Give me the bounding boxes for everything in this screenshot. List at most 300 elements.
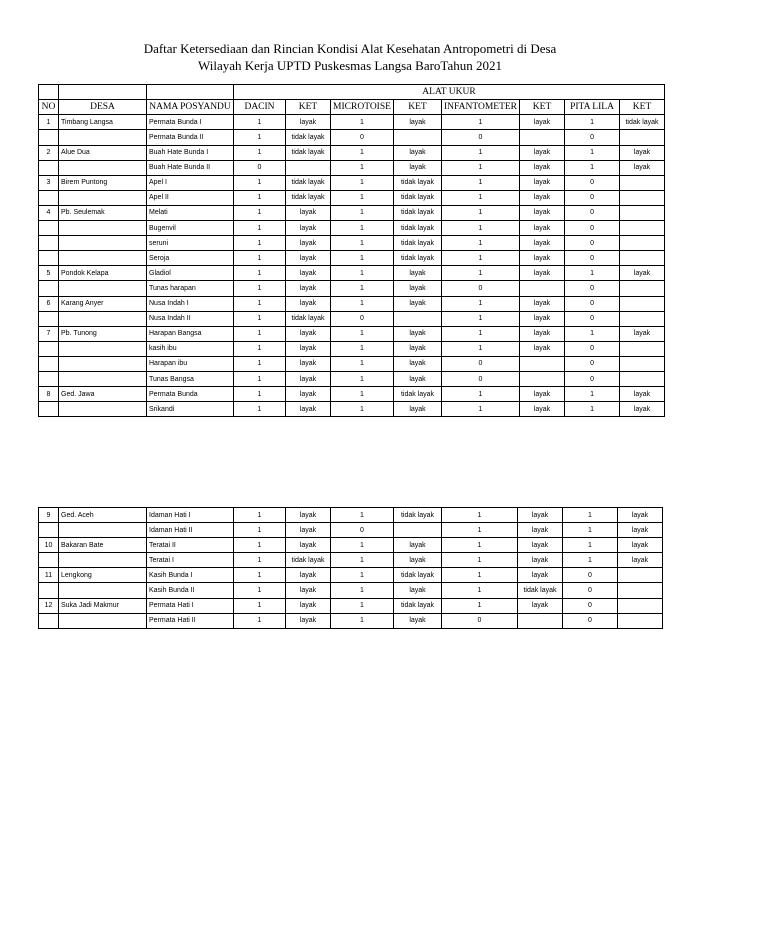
dacin-cell: 1 — [234, 583, 286, 598]
posyandu-cell: Harapan ibu — [147, 356, 234, 371]
microtoise-cell: 1 — [331, 326, 394, 341]
ket-cell: layak — [394, 341, 442, 356]
ket-cell: tidak layak — [394, 598, 442, 613]
desa-cell — [59, 221, 147, 236]
ket-cell — [620, 205, 665, 220]
infantometer-cell: 1 — [442, 311, 520, 326]
table-body-part2 — [39, 508, 663, 629]
ket-cell: tidak layak — [286, 130, 331, 145]
dacin-cell: 1 — [234, 326, 286, 341]
microtoise-cell: 1 — [331, 281, 394, 296]
no-cell — [39, 371, 59, 386]
microtoise-cell: 1 — [331, 508, 394, 523]
no-cell — [39, 583, 59, 598]
desa-cell: Ged. Aceh — [59, 508, 147, 523]
desa-cell — [59, 130, 147, 145]
infantometer-cell: 1 — [442, 402, 520, 417]
ket-cell: layak — [286, 281, 331, 296]
desa-cell — [59, 160, 147, 175]
ket-cell: layak — [286, 356, 331, 371]
desa-cell: Ged. Jawa — [59, 387, 147, 402]
ket-cell: layak — [394, 160, 442, 175]
desa-cell — [59, 402, 147, 417]
dacin-cell: 1 — [234, 130, 286, 145]
ket-cell — [620, 175, 665, 190]
ket-cell: layak — [286, 387, 331, 402]
header-ket: KET — [286, 100, 331, 115]
ket-cell — [520, 356, 565, 371]
table-row — [39, 538, 663, 553]
no-cell — [39, 402, 59, 417]
ket-cell: tidak layak — [286, 190, 331, 205]
pita-lila-cell: 0 — [565, 175, 620, 190]
desa-cell: Pb. Tunong — [59, 326, 147, 341]
pita-lila-cell: 0 — [565, 190, 620, 205]
ket-cell — [620, 341, 665, 356]
no-cell: 2 — [39, 145, 59, 160]
posyandu-cell: Nusa Indah II — [147, 311, 234, 326]
ket-cell: tidak layak — [620, 115, 665, 130]
ket-cell: layak — [286, 538, 331, 553]
desa-cell: Birem Puntong — [59, 175, 147, 190]
ket-cell: layak — [520, 115, 565, 130]
microtoise-cell: 1 — [331, 387, 394, 402]
infantometer-cell: 1 — [442, 115, 520, 130]
infantometer-cell: 1 — [442, 160, 520, 175]
ket-cell: tidak layak — [286, 175, 331, 190]
ket-cell — [620, 221, 665, 236]
microtoise-cell: 1 — [331, 160, 394, 175]
no-cell: 6 — [39, 296, 59, 311]
table-row — [39, 115, 665, 130]
ket-cell: tidak layak — [394, 508, 442, 523]
no-cell — [39, 221, 59, 236]
ket-cell: layak — [520, 296, 565, 311]
desa-cell — [59, 583, 147, 598]
infantometer-cell: 1 — [442, 508, 518, 523]
ket-cell: tidak layak — [394, 175, 442, 190]
dacin-cell: 1 — [234, 251, 286, 266]
microtoise-cell: 1 — [331, 613, 394, 628]
ket-cell — [620, 281, 665, 296]
ket-cell — [620, 371, 665, 386]
pita-lila-cell: 0 — [563, 568, 618, 583]
infantometer-cell: 0 — [442, 281, 520, 296]
microtoise-cell: 1 — [331, 356, 394, 371]
table-row — [39, 568, 663, 583]
infantometer-cell: 1 — [442, 326, 520, 341]
posyandu-cell: Teratai I — [147, 553, 234, 568]
ket-cell: layak — [520, 341, 565, 356]
pita-lila-cell: 0 — [565, 251, 620, 266]
infantometer-cell: 1 — [442, 205, 520, 220]
ket-cell: layak — [286, 326, 331, 341]
microtoise-cell: 1 — [331, 251, 394, 266]
no-cell — [39, 281, 59, 296]
microtoise-cell: 1 — [331, 190, 394, 205]
table-row — [39, 266, 665, 281]
ket-cell: layak — [518, 598, 563, 613]
ket-cell: tidak layak — [394, 568, 442, 583]
microtoise-cell: 1 — [331, 221, 394, 236]
table-row — [39, 236, 665, 251]
ket-cell — [520, 130, 565, 145]
pita-lila-cell: 1 — [563, 538, 618, 553]
desa-cell — [59, 251, 147, 266]
ket-cell: layak — [394, 402, 442, 417]
desa-cell — [59, 311, 147, 326]
ket-cell: layak — [520, 326, 565, 341]
ket-cell: layak — [394, 371, 442, 386]
desa-cell: Timbang Langsa — [59, 115, 147, 130]
posyandu-cell: Buah Hate Bunda I — [147, 145, 234, 160]
ket-cell — [620, 130, 665, 145]
desa-cell: Pb. Seulemak — [59, 205, 147, 220]
desa-cell — [59, 553, 147, 568]
dacin-cell: 1 — [234, 553, 286, 568]
ket-cell — [518, 613, 563, 628]
no-cell — [39, 190, 59, 205]
ket-cell: layak — [394, 538, 442, 553]
ket-cell: layak — [394, 145, 442, 160]
header-blank — [59, 85, 147, 100]
dacin-cell: 1 — [234, 356, 286, 371]
ket-cell — [618, 583, 663, 598]
ket-cell: layak — [520, 402, 565, 417]
table-row — [39, 371, 665, 386]
microtoise-cell: 0 — [331, 523, 394, 538]
ket-cell: tidak layak — [394, 236, 442, 251]
header-infantometer: INFANTOMETER — [442, 100, 520, 115]
ket-cell: tidak layak — [394, 205, 442, 220]
ket-cell — [618, 598, 663, 613]
ket-cell — [394, 523, 442, 538]
pita-lila-cell: 1 — [565, 115, 620, 130]
no-cell: 4 — [39, 205, 59, 220]
pita-lila-cell: 1 — [565, 160, 620, 175]
ket-cell — [520, 281, 565, 296]
no-cell: 12 — [39, 598, 59, 613]
ket-cell: layak — [520, 311, 565, 326]
ket-cell — [520, 371, 565, 386]
ket-cell: layak — [620, 145, 665, 160]
microtoise-cell: 1 — [331, 402, 394, 417]
dacin-cell: 1 — [234, 221, 286, 236]
no-cell: 3 — [39, 175, 59, 190]
posyandu-cell: Tunas Bangsa — [147, 371, 234, 386]
ket-cell — [618, 568, 663, 583]
ket-cell: layak — [620, 387, 665, 402]
table-row — [39, 598, 663, 613]
ket-cell: layak — [618, 553, 663, 568]
ket-cell: layak — [520, 190, 565, 205]
desa-cell — [59, 523, 147, 538]
pita-lila-cell: 1 — [565, 326, 620, 341]
header-ket: KET — [520, 100, 565, 115]
header-alat-ukur: ALAT UKUR — [234, 85, 665, 100]
ket-cell: layak — [520, 175, 565, 190]
infantometer-cell: 1 — [442, 583, 518, 598]
desa-cell: Karang Anyer — [59, 296, 147, 311]
dacin-cell: 1 — [234, 613, 286, 628]
no-cell: 7 — [39, 326, 59, 341]
ket-cell: layak — [620, 402, 665, 417]
microtoise-cell: 0 — [331, 311, 394, 326]
dacin-cell: 1 — [234, 311, 286, 326]
dacin-cell: 1 — [234, 281, 286, 296]
ket-cell: layak — [620, 266, 665, 281]
table-row — [39, 356, 665, 371]
infantometer-cell: 1 — [442, 296, 520, 311]
posyandu-cell: Idaman Hati II — [147, 523, 234, 538]
posyandu-cell: Apel II — [147, 190, 234, 205]
infantometer-cell: 1 — [442, 221, 520, 236]
dacin-cell: 1 — [234, 341, 286, 356]
pita-lila-cell: 1 — [565, 266, 620, 281]
ket-cell: layak — [520, 266, 565, 281]
microtoise-cell: 1 — [331, 266, 394, 281]
pita-lila-cell: 0 — [563, 598, 618, 613]
posyandu-cell: Permata Bunda — [147, 387, 234, 402]
dacin-cell: 1 — [234, 371, 286, 386]
table-row — [39, 130, 665, 145]
posyandu-cell: seruni — [147, 236, 234, 251]
ket-cell — [394, 130, 442, 145]
infantometer-cell: 1 — [442, 266, 520, 281]
desa-cell: Lengkong — [59, 568, 147, 583]
no-cell — [39, 251, 59, 266]
header-pita-lila: PITA LILA — [565, 100, 620, 115]
table-row — [39, 553, 663, 568]
dacin-cell: 1 — [234, 175, 286, 190]
dacin-cell: 1 — [234, 145, 286, 160]
no-cell — [39, 160, 59, 175]
header-blank — [147, 85, 234, 100]
ket-cell: layak — [394, 356, 442, 371]
desa-cell: Pondok Kelapa — [59, 266, 147, 281]
table-row — [39, 326, 665, 341]
infantometer-cell: 1 — [442, 598, 518, 613]
ket-cell: layak — [394, 613, 442, 628]
ket-cell: layak — [518, 553, 563, 568]
table-row — [39, 205, 665, 220]
posyandu-cell: Bugenvil — [147, 221, 234, 236]
posyandu-cell: Seroja — [147, 251, 234, 266]
infantometer-cell: 1 — [442, 538, 518, 553]
infantometer-cell: 0 — [442, 356, 520, 371]
table-row — [39, 251, 665, 266]
ket-cell — [394, 311, 442, 326]
dacin-cell: 1 — [234, 387, 286, 402]
header-dacin: DACIN — [234, 100, 286, 115]
ket-cell: tidak layak — [394, 387, 442, 402]
ket-cell — [620, 356, 665, 371]
ket-cell: tidak layak — [286, 311, 331, 326]
table-row — [39, 311, 665, 326]
pita-lila-cell: 0 — [565, 281, 620, 296]
pita-lila-cell: 0 — [565, 371, 620, 386]
table-row — [39, 508, 663, 523]
no-cell: 10 — [39, 538, 59, 553]
no-cell — [39, 236, 59, 251]
dacin-cell: 1 — [234, 115, 286, 130]
ket-cell: layak — [394, 326, 442, 341]
no-cell — [39, 523, 59, 538]
desa-cell — [59, 341, 147, 356]
pita-lila-cell: 1 — [563, 553, 618, 568]
ket-cell — [620, 311, 665, 326]
ket-cell: layak — [394, 115, 442, 130]
pita-lila-cell: 1 — [565, 402, 620, 417]
microtoise-cell: 1 — [331, 205, 394, 220]
ket-cell: tidak layak — [394, 251, 442, 266]
ket-cell: layak — [618, 538, 663, 553]
ket-cell: layak — [394, 266, 442, 281]
microtoise-cell: 1 — [331, 236, 394, 251]
pita-lila-cell: 0 — [563, 583, 618, 598]
no-cell: 9 — [39, 508, 59, 523]
ket-cell: layak — [286, 221, 331, 236]
no-cell — [39, 341, 59, 356]
dacin-cell: 1 — [234, 296, 286, 311]
table-row — [39, 160, 665, 175]
table-row — [39, 402, 665, 417]
ket-cell: layak — [620, 326, 665, 341]
ket-cell: layak — [620, 160, 665, 175]
ket-cell: layak — [286, 205, 331, 220]
desa-cell — [59, 356, 147, 371]
posyandu-cell: Gladiol — [147, 266, 234, 281]
infantometer-cell: 1 — [442, 341, 520, 356]
table-row — [39, 296, 665, 311]
pita-lila-cell: 1 — [565, 145, 620, 160]
desa-cell: Alue Dua — [59, 145, 147, 160]
microtoise-cell: 1 — [331, 145, 394, 160]
pita-lila-cell: 1 — [563, 523, 618, 538]
posyandu-cell: Harapan Bangsa — [147, 326, 234, 341]
document-title-line2: Wilayah Kerja UPTD Puskesmas Langsa BaroTahun 2021 — [197, 58, 502, 73]
microtoise-cell: 0 — [331, 130, 394, 145]
ket-cell — [620, 236, 665, 251]
posyandu-cell: Melati — [147, 205, 234, 220]
infantometer-cell: 1 — [442, 387, 520, 402]
ket-cell: layak — [520, 221, 565, 236]
pita-lila-cell: 1 — [563, 508, 618, 523]
ket-cell — [620, 251, 665, 266]
ket-cell: layak — [286, 371, 331, 386]
pita-lila-cell: 0 — [565, 130, 620, 145]
posyandu-cell: Tunas harapan — [147, 281, 234, 296]
ket-cell: layak — [286, 266, 331, 281]
pita-lila-cell: 0 — [565, 296, 620, 311]
dacin-cell: 1 — [234, 266, 286, 281]
dacin-cell: 1 — [234, 205, 286, 220]
posyandu-cell: Permata Hati I — [147, 598, 234, 613]
desa-cell — [59, 236, 147, 251]
table-row — [39, 175, 665, 190]
infantometer-cell: 1 — [442, 523, 518, 538]
ket-cell: layak — [520, 236, 565, 251]
microtoise-cell: 1 — [331, 538, 394, 553]
ket-cell — [620, 296, 665, 311]
posyandu-cell: Srikandi — [147, 402, 234, 417]
posyandu-cell: Permata Bunda I — [147, 115, 234, 130]
microtoise-cell: 1 — [331, 341, 394, 356]
desa-cell — [59, 371, 147, 386]
posyandu-cell: Kasih Bunda I — [147, 568, 234, 583]
microtoise-cell: 1 — [331, 583, 394, 598]
header-ket: KET — [394, 100, 442, 115]
ket-cell: layak — [394, 553, 442, 568]
table-row — [39, 145, 665, 160]
ket-cell: layak — [286, 508, 331, 523]
ket-cell: layak — [518, 568, 563, 583]
posyandu-cell: Teratai II — [147, 538, 234, 553]
equipment-table-part1 — [38, 84, 665, 417]
infantometer-cell: 1 — [442, 568, 518, 583]
posyandu-cell: Permata Bunda II — [147, 130, 234, 145]
microtoise-cell: 1 — [331, 371, 394, 386]
table-row — [39, 613, 663, 628]
dacin-cell: 1 — [234, 402, 286, 417]
table-row — [39, 341, 665, 356]
equipment-table-part2 — [38, 507, 663, 629]
dacin-cell: 1 — [234, 598, 286, 613]
dacin-cell: 1 — [234, 236, 286, 251]
microtoise-cell: 1 — [331, 175, 394, 190]
posyandu-cell: Kasih Bunda II — [147, 583, 234, 598]
table-row — [39, 221, 665, 236]
ket-cell: layak — [286, 236, 331, 251]
desa-cell: Bakaran Bate — [59, 538, 147, 553]
no-cell: 11 — [39, 568, 59, 583]
ket-cell — [618, 613, 663, 628]
ket-cell: layak — [286, 296, 331, 311]
pita-lila-cell: 0 — [565, 221, 620, 236]
ket-cell: layak — [286, 523, 331, 538]
ket-cell — [286, 160, 331, 175]
ket-cell: layak — [520, 145, 565, 160]
pita-lila-cell: 0 — [565, 311, 620, 326]
ket-cell: layak — [518, 508, 563, 523]
dacin-cell: 1 — [234, 538, 286, 553]
no-cell: 1 — [39, 115, 59, 130]
pita-lila-cell: 1 — [565, 387, 620, 402]
ket-cell: layak — [518, 538, 563, 553]
posyandu-cell: Permata Hati II — [147, 613, 234, 628]
ket-cell: layak — [286, 402, 331, 417]
posyandu-cell: Buah Hate Bunda II — [147, 160, 234, 175]
ket-cell: layak — [618, 508, 663, 523]
infantometer-cell: 1 — [442, 175, 520, 190]
ket-cell: layak — [618, 523, 663, 538]
ket-cell: layak — [518, 523, 563, 538]
desa-cell: Suka Jadi Makmur — [59, 598, 147, 613]
no-cell: 8 — [39, 387, 59, 402]
posyandu-cell: kasih ibu — [147, 341, 234, 356]
ket-cell: layak — [520, 251, 565, 266]
ket-cell: layak — [394, 296, 442, 311]
pita-lila-cell: 0 — [563, 613, 618, 628]
table-row — [39, 583, 663, 598]
header-posyandu: NAMA POSYANDU — [147, 100, 234, 115]
pita-lila-cell: 0 — [565, 356, 620, 371]
ket-cell: layak — [286, 583, 331, 598]
posyandu-cell: Idaman Hati I — [147, 508, 234, 523]
microtoise-cell: 1 — [331, 568, 394, 583]
no-cell: 5 — [39, 266, 59, 281]
ket-cell: tidak layak — [518, 583, 563, 598]
